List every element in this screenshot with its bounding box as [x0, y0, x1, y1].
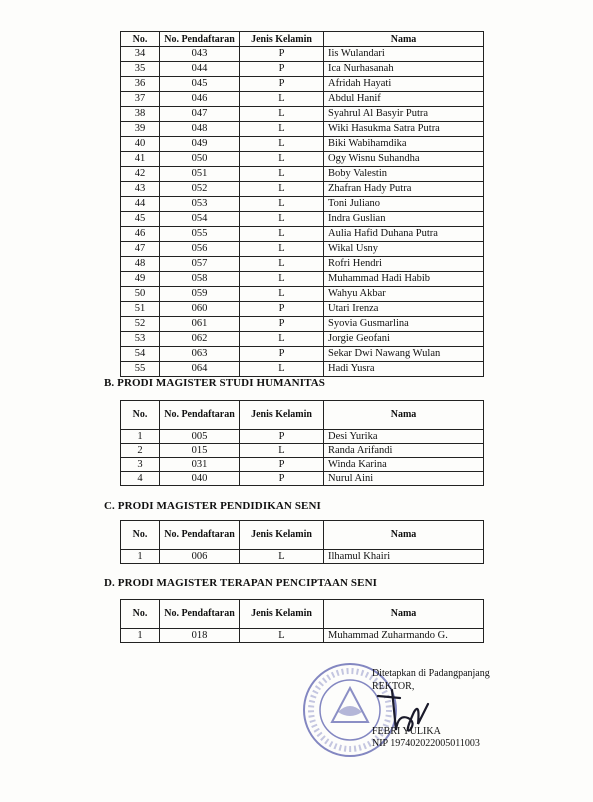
cell-kelamin: L: [240, 629, 324, 643]
cell-pendaftaran: 043: [160, 47, 240, 62]
col-no-header: No.: [121, 32, 160, 47]
cell-no: 3: [121, 458, 160, 472]
cell-no: 45: [121, 212, 160, 227]
cell-nama: Zhafran Hady Putra: [324, 182, 484, 197]
table-row: [121, 362, 484, 377]
cell-kelamin: L: [240, 242, 324, 257]
cell-kelamin: L: [240, 272, 324, 287]
cell-nama: Aulia Hafid Duhana Putra: [324, 227, 484, 242]
table-row: [121, 444, 484, 458]
cell-no: 42: [121, 167, 160, 182]
signatory-name: FEBRI YULIKA: [372, 726, 441, 737]
cell-no: 37: [121, 92, 160, 107]
col-no-header: No.: [121, 401, 160, 430]
cell-nama: Hadi Yusra: [324, 362, 484, 377]
cell-nama: Wikal Usny: [324, 242, 484, 257]
cell-nama: Toni Juliano: [324, 197, 484, 212]
cell-pendaftaran: 047: [160, 107, 240, 122]
cell-no: 50: [121, 287, 160, 302]
cell-kelamin: L: [240, 362, 324, 377]
cell-no: 54: [121, 347, 160, 362]
col-nama-header: Nama: [324, 32, 484, 47]
section-c-title: C. PRODI MAGISTER PENDIDIKAN SENI: [104, 500, 321, 512]
cell-nama: Nurul Aini: [324, 472, 484, 486]
cell-no: 44: [121, 197, 160, 212]
cell-pendaftaran: 064: [160, 362, 240, 377]
cell-nama: Biki Wabihamdika: [324, 137, 484, 152]
table-row: [121, 122, 484, 137]
cell-kelamin: L: [240, 212, 324, 227]
cell-kelamin: P: [240, 347, 324, 362]
cell-pendaftaran: 052: [160, 182, 240, 197]
cell-kelamin: P: [240, 317, 324, 332]
cell-pendaftaran: 061: [160, 317, 240, 332]
cell-no: 40: [121, 137, 160, 152]
cell-kelamin: L: [240, 257, 324, 272]
cell-kelamin: L: [240, 92, 324, 107]
cell-pendaftaran: 060: [160, 302, 240, 317]
cell-nama: Desi Yurika: [324, 430, 484, 444]
cell-nama: Wahyu Akbar: [324, 287, 484, 302]
table-header-row: [121, 521, 484, 550]
cell-pendaftaran: 049: [160, 137, 240, 152]
col-nama-header: Nama: [324, 401, 484, 430]
cell-pendaftaran: 005: [160, 430, 240, 444]
section-c-body: [121, 550, 484, 564]
cell-kelamin: P: [240, 430, 324, 444]
cell-kelamin: P: [240, 62, 324, 77]
signatory-nip: NIP 197402022005011003: [372, 738, 480, 749]
table-row: [121, 107, 484, 122]
table-row: [121, 137, 484, 152]
table-row: [121, 332, 484, 347]
cell-pendaftaran: 031: [160, 458, 240, 472]
cell-nama: Sekar Dwi Nawang Wulan: [324, 347, 484, 362]
cell-kelamin: L: [240, 197, 324, 212]
cell-pendaftaran: 059: [160, 287, 240, 302]
cell-nama: Afridah Hayati: [324, 77, 484, 92]
cell-nama: Indra Guslian: [324, 212, 484, 227]
cell-nama: Syahrul Al Basyir Putra: [324, 107, 484, 122]
cell-kelamin: L: [240, 122, 324, 137]
table-row: [121, 212, 484, 227]
table-row: [121, 287, 484, 302]
cell-pendaftaran: 048: [160, 122, 240, 137]
cell-no: 35: [121, 62, 160, 77]
cell-pendaftaran: 040: [160, 472, 240, 486]
table-row: [121, 347, 484, 362]
table-row: [121, 317, 484, 332]
table-row: [121, 257, 484, 272]
cell-no: 4: [121, 472, 160, 486]
section-d-table: [120, 599, 484, 643]
cell-no: 36: [121, 77, 160, 92]
table-row: [121, 629, 484, 643]
cell-kelamin: L: [240, 107, 324, 122]
cell-nama: Utari Irenza: [324, 302, 484, 317]
col-nama-header: Nama: [324, 521, 484, 550]
col-kelamin-header: Jenis Kelamin: [240, 401, 324, 430]
signature-place: Ditetapkan di Padangpanjang: [372, 668, 490, 679]
cell-pendaftaran: 051: [160, 167, 240, 182]
table-row: [121, 152, 484, 167]
cell-pendaftaran: 044: [160, 62, 240, 77]
table-header-row: [121, 32, 484, 47]
col-no-header: No.: [121, 521, 160, 550]
cell-pendaftaran: 058: [160, 272, 240, 287]
section-b-body: [121, 430, 484, 486]
section-a-body: [121, 47, 484, 377]
table-row: [121, 62, 484, 77]
col-pendaftaran-header: No. Pendaftaran: [160, 600, 240, 629]
table-row: [121, 227, 484, 242]
cell-nama: Randa Arifandi: [324, 444, 484, 458]
cell-kelamin: L: [240, 137, 324, 152]
cell-pendaftaran: 054: [160, 212, 240, 227]
table-row: [121, 182, 484, 197]
cell-no: 47: [121, 242, 160, 257]
cell-no: 41: [121, 152, 160, 167]
cell-nama: Muhammad Zuharmando G.: [324, 629, 484, 643]
table-row: [121, 47, 484, 62]
table-header-row: [121, 401, 484, 430]
cell-no: 38: [121, 107, 160, 122]
cell-nama: Winda Karina: [324, 458, 484, 472]
cell-kelamin: L: [240, 182, 324, 197]
table-row: [121, 92, 484, 107]
table-row: [121, 77, 484, 92]
cell-pendaftaran: 006: [160, 550, 240, 564]
cell-kelamin: L: [240, 444, 324, 458]
cell-pendaftaran: 050: [160, 152, 240, 167]
cell-pendaftaran: 056: [160, 242, 240, 257]
table-row: [121, 302, 484, 317]
signature-title: REKTOR,: [372, 681, 415, 692]
col-nama-header: Nama: [324, 600, 484, 629]
table-row: [121, 458, 484, 472]
col-pendaftaran-header: No. Pendaftaran: [160, 32, 240, 47]
cell-pendaftaran: 045: [160, 77, 240, 92]
cell-kelamin: P: [240, 458, 324, 472]
cell-kelamin: P: [240, 77, 324, 92]
table-row: [121, 430, 484, 444]
cell-pendaftaran: 057: [160, 257, 240, 272]
cell-pendaftaran: 062: [160, 332, 240, 347]
table-header-row: [121, 600, 484, 629]
cell-pendaftaran: 018: [160, 629, 240, 643]
section-d-title: D. PRODI MAGISTER TERAPAN PENCIPTAAN SENI: [104, 577, 378, 589]
cell-pendaftaran: 055: [160, 227, 240, 242]
cell-kelamin: L: [240, 152, 324, 167]
col-pendaftaran-header: No. Pendaftaran: [160, 401, 240, 430]
table-row: [121, 550, 484, 564]
cell-no: 43: [121, 182, 160, 197]
col-pendaftaran-header: No. Pendaftaran: [160, 521, 240, 550]
cell-pendaftaran: 046: [160, 92, 240, 107]
cell-no: 46: [121, 227, 160, 242]
cell-no: 48: [121, 257, 160, 272]
cell-no: 34: [121, 47, 160, 62]
cell-pendaftaran: 063: [160, 347, 240, 362]
table-row: [121, 197, 484, 212]
cell-kelamin: L: [240, 227, 324, 242]
cell-nama: Jorgie Geofani: [324, 332, 484, 347]
cell-nama: Wiki Hasukma Satra Putra: [324, 122, 484, 137]
col-kelamin-header: Jenis Kelamin: [240, 521, 324, 550]
section-a-table: [120, 31, 484, 377]
cell-kelamin: L: [240, 550, 324, 564]
cell-no: 2: [121, 444, 160, 458]
cell-no: 1: [121, 550, 160, 564]
cell-nama: Iis Wulandari: [324, 47, 484, 62]
cell-no: 1: [121, 629, 160, 643]
table-row: [121, 167, 484, 182]
col-kelamin-header: Jenis Kelamin: [240, 32, 324, 47]
section-c-table: [120, 520, 484, 564]
cell-kelamin: P: [240, 47, 324, 62]
col-kelamin-header: Jenis Kelamin: [240, 600, 324, 629]
table-row: [121, 242, 484, 257]
table-row: [121, 472, 484, 486]
cell-kelamin: L: [240, 167, 324, 182]
cell-nama: Rofri Hendri: [324, 257, 484, 272]
cell-pendaftaran: 053: [160, 197, 240, 212]
cell-kelamin: L: [240, 332, 324, 347]
cell-kelamin: P: [240, 472, 324, 486]
cell-no: 53: [121, 332, 160, 347]
cell-no: 55: [121, 362, 160, 377]
section-d-body: [121, 629, 484, 643]
cell-nama: Muhammad Hadi Habib: [324, 272, 484, 287]
table-row: [121, 272, 484, 287]
cell-nama: Abdul Hanif: [324, 92, 484, 107]
cell-pendaftaran: 015: [160, 444, 240, 458]
cell-kelamin: L: [240, 287, 324, 302]
cell-nama: Syovia Gusmarlina: [324, 317, 484, 332]
col-no-header: No.: [121, 600, 160, 629]
cell-no: 49: [121, 272, 160, 287]
cell-nama: Boby Valestin: [324, 167, 484, 182]
cell-nama: Ilhamul Khairi: [324, 550, 484, 564]
cell-nama: Ica Nurhasanah: [324, 62, 484, 77]
cell-no: 52: [121, 317, 160, 332]
cell-no: 51: [121, 302, 160, 317]
section-b-title: B. PRODI MAGISTER STUDI HUMANITAS: [104, 377, 325, 389]
cell-no: 1: [121, 430, 160, 444]
cell-nama: Ogy Wisnu Suhandha: [324, 152, 484, 167]
cell-no: 39: [121, 122, 160, 137]
cell-kelamin: P: [240, 302, 324, 317]
section-b-table: [120, 400, 484, 486]
